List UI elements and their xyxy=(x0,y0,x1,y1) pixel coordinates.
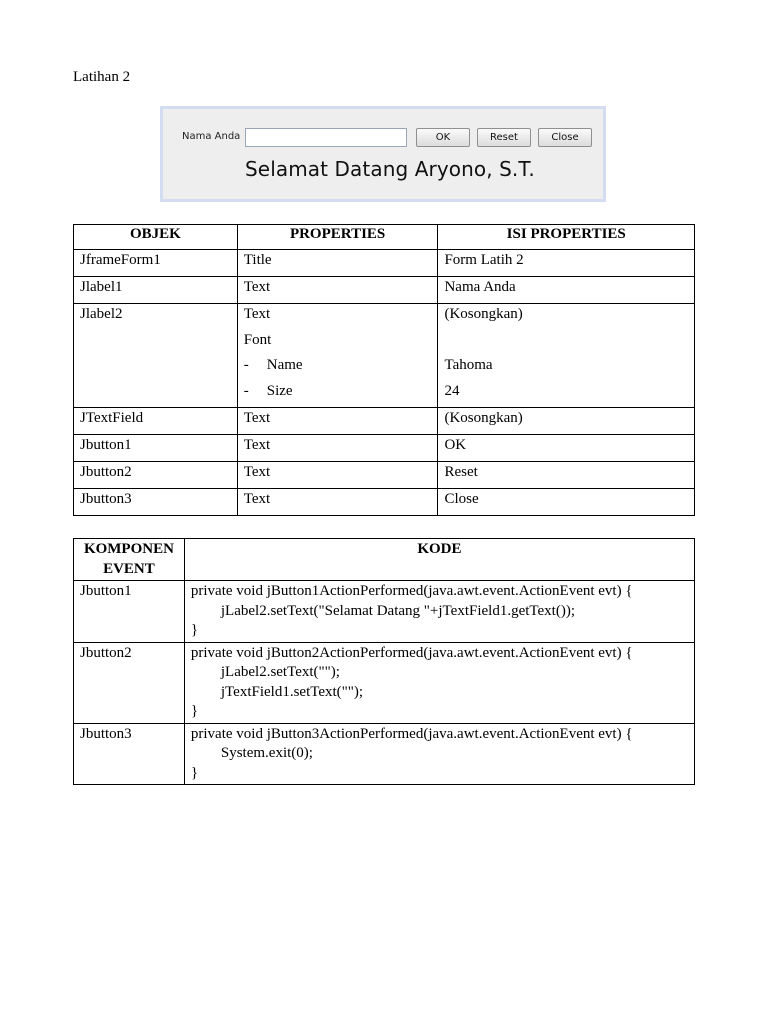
object-cell: Jlabel1 xyxy=(74,277,238,304)
code-line: } xyxy=(190,703,199,719)
code-line: private void jButton3ActionPerformed(java.awt.event.ActionEvent evt) { xyxy=(190,725,633,742)
code-line: private void jButton1ActionPerformed(java.awt.event.ActionEvent evt) { xyxy=(190,583,633,599)
property-cell xyxy=(237,304,438,408)
property-line xyxy=(244,382,432,408)
sub-property-size: Size xyxy=(266,382,293,399)
object-cell: Jbutton3 xyxy=(74,489,238,516)
table-row xyxy=(74,642,695,723)
object-cell: JTextField xyxy=(74,408,238,435)
table-row xyxy=(74,250,695,277)
property-cell: Text xyxy=(237,408,438,435)
property-cell: Text xyxy=(237,435,438,462)
table-row xyxy=(74,723,695,785)
table-row xyxy=(74,277,695,304)
component-cell: Jbutton2 xyxy=(74,642,185,723)
object-cell: Jbutton2 xyxy=(74,462,238,489)
header-kode: KODE xyxy=(184,539,694,581)
value-line: Tahoma xyxy=(444,357,493,373)
value-cell: OK xyxy=(438,435,695,462)
ok-button[interactable]: OK xyxy=(416,128,470,147)
value-cell xyxy=(438,304,695,408)
code-cell xyxy=(184,642,694,723)
object-cell: JframeForm1 xyxy=(74,250,238,277)
property-cell: Text xyxy=(237,462,438,489)
header-properties: PROPERTIES xyxy=(237,225,438,250)
table-header-row xyxy=(74,225,695,250)
table-row xyxy=(74,408,695,435)
value-cell: (Kosongkan) xyxy=(438,408,695,435)
value-line xyxy=(444,331,688,357)
form-screenshot xyxy=(160,106,606,202)
object-cell: Jbutton1 xyxy=(74,435,238,462)
code-line: jLabel2.setText("Selamat Datang "+jTextField1.getText()); xyxy=(220,602,575,619)
name-input[interactable] xyxy=(245,128,407,147)
dash-marker: - xyxy=(243,382,249,399)
code-line: System.exit(0); xyxy=(220,745,313,761)
value-line: 24 xyxy=(444,382,460,399)
value-cell: Form Latih 2 xyxy=(438,250,695,277)
property-line: Font xyxy=(243,331,272,348)
table-row xyxy=(74,435,695,462)
code-cell xyxy=(184,581,694,643)
header-line: EVENT xyxy=(103,560,155,577)
reset-button[interactable]: Reset xyxy=(477,128,531,147)
dash-marker: - xyxy=(243,357,249,373)
table-row xyxy=(74,462,695,489)
header-objek: OBJEK xyxy=(74,225,238,250)
code-line: jTextField1.setText(""); xyxy=(220,683,364,700)
value-cell: Close xyxy=(438,489,695,516)
value-cell: Reset xyxy=(438,462,695,489)
close-button[interactable]: Close xyxy=(538,128,592,147)
code-line: private void jButton2ActionPerformed(java.awt.event.ActionEvent evt) { xyxy=(190,644,633,661)
property-cell: Text xyxy=(237,277,438,304)
code-line: } xyxy=(190,622,199,638)
page-heading: Latihan 2 xyxy=(73,69,131,85)
table-row xyxy=(74,304,695,408)
header-line: KOMPONEN xyxy=(83,541,174,557)
object-cell: Jlabel2 xyxy=(74,304,238,408)
event-code-table xyxy=(73,538,695,785)
table-header-row xyxy=(74,539,695,581)
greeting-label: Selamat Datang Aryono, S.T. xyxy=(245,157,535,181)
table-row xyxy=(74,581,695,643)
property-cell: Title xyxy=(237,250,438,277)
properties-table xyxy=(73,224,695,516)
name-label: Nama Anda xyxy=(182,131,241,142)
code-line: } xyxy=(190,764,199,781)
component-cell: Jbutton3 xyxy=(74,723,185,785)
value-line: (Kosongkan) xyxy=(444,306,523,322)
property-line xyxy=(244,356,432,382)
sub-property-name: Name xyxy=(266,357,303,373)
header-komponen-event xyxy=(74,539,185,581)
component-cell: Jbutton1 xyxy=(74,581,185,643)
property-line: Text xyxy=(243,306,271,322)
value-cell: Nama Anda xyxy=(438,277,695,304)
table-row xyxy=(74,489,695,516)
header-isi-properties: ISI PROPERTIES xyxy=(438,225,695,250)
code-line: jLabel2.setText(""); xyxy=(220,664,340,680)
code-cell xyxy=(184,723,694,785)
property-cell: Text xyxy=(237,489,438,516)
